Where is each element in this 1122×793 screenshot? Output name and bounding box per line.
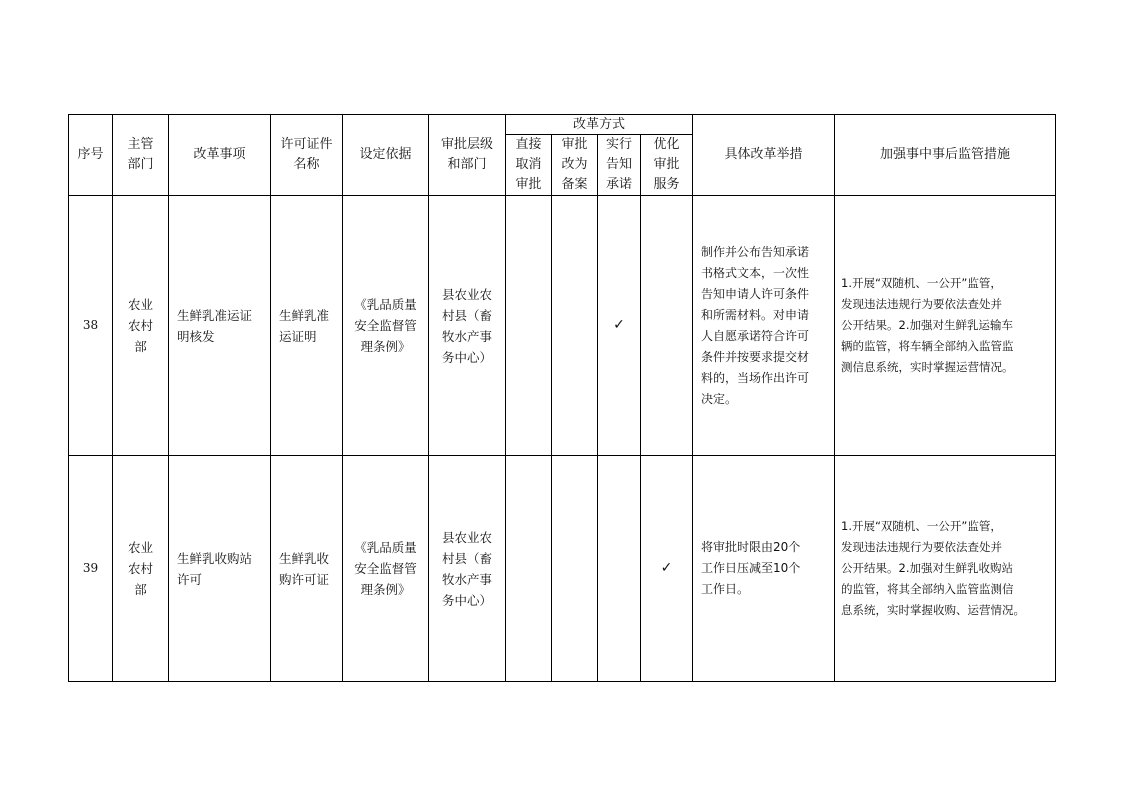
- row-dept: [113, 196, 168, 455]
- row-seq-text: 39: [82, 561, 99, 575]
- header-mode-cancel-text: 直接 取消 审批: [515, 137, 542, 192]
- row-basis-text: 《乳品质量 安全监督管 理条例》: [354, 540, 417, 597]
- row-basis-text: 《乳品质量 安全监督管 理条例》: [354, 297, 417, 354]
- row-measures-text: 制作并公布告知承诺 书格式文本，一次性 告知申请人许可条件 和所需材料。对申请 人自愿承诺符合许可 条件并按要求提交材 料的，当场作出许可 决定。: [701, 244, 810, 406]
- row-license-text: 生鲜乳收 购许可证: [279, 550, 330, 587]
- header-mode-optimize-text: 优化 审批 服务: [653, 137, 680, 192]
- row-level-text: 县农业农 村县（畜 牧水产事 务中心）: [441, 286, 492, 365]
- row-item: [169, 456, 270, 681]
- row-seq: [69, 456, 112, 681]
- header-seq: [69, 115, 112, 195]
- row-seq-text: 38: [82, 318, 99, 332]
- row-item-text: 生鲜乳准运证 明核发: [177, 307, 253, 344]
- row-basis: [343, 196, 428, 455]
- row-item: [169, 196, 270, 455]
- row-license: [271, 456, 342, 681]
- header-measures-text: 具体改革举措: [724, 147, 803, 162]
- row-mode-record: [552, 196, 597, 455]
- header-reform-mode-text: 改革方式: [572, 116, 625, 132]
- row-measures: [693, 196, 834, 455]
- header-mode-record-text: 审批 改为 备案: [561, 137, 588, 192]
- check-icon: ✓: [660, 560, 673, 576]
- header-basis: [343, 115, 428, 195]
- row-supervision-text: 1.开展“双随机、一公开”监管， 发现违法违规行为要依法查处并 公开结果。2.加强对生鲜乳运输车 辆的监管，将车辆全部纳入监管监 测信息系统，实时掌握运营情况。: [841, 276, 1014, 374]
- header-mode-cancel: [506, 135, 551, 195]
- row-license-text: 生鲜乳准 运证明: [279, 307, 330, 344]
- row-dept-text: 农业 农村 部: [127, 540, 153, 597]
- row-dept: [113, 456, 168, 681]
- header-dept-text: 主管 部门: [127, 137, 154, 172]
- row-level: [429, 456, 505, 681]
- header-mode-commit: [598, 135, 640, 195]
- row-measures: [693, 456, 834, 681]
- row-mode-optimize: [641, 456, 692, 681]
- row-item-text: 生鲜乳收购站 许可: [177, 550, 253, 587]
- row-mode-optimize: [641, 196, 692, 455]
- header-seq-text: 序号: [77, 147, 104, 162]
- header-dept: [113, 115, 168, 195]
- row-mode-record: [552, 456, 597, 681]
- row-supervision: [835, 196, 1055, 455]
- header-supervision-text: 加强事中事后监管措施: [879, 147, 1010, 162]
- header-mode-record: [552, 135, 597, 195]
- header-measures: [693, 115, 834, 195]
- header-supervision: [835, 115, 1055, 195]
- row-mode-commit: [598, 196, 640, 455]
- header-level-text: 审批层级 和部门: [440, 137, 493, 172]
- row-mode-cancel: [506, 456, 551, 681]
- row-mode-commit: [598, 456, 640, 681]
- header-level: [429, 115, 505, 195]
- row-seq: [69, 196, 112, 455]
- row-supervision: [835, 456, 1055, 681]
- header-basis-text: 设定依据: [359, 147, 412, 162]
- header-item-text: 改革事项: [193, 147, 246, 162]
- header-license: [271, 115, 342, 195]
- row-basis: [343, 456, 428, 681]
- row-supervision-text: 1.开展“双随机、一公开”监管， 发现违法违规行为要依法查处并 公开结果。2.加强对生鲜乳收购站 的监管，将其全部纳入监管监测信 息系统，实时掌握收购、运营情况。: [841, 519, 1025, 617]
- row-mode-cancel: [506, 196, 551, 455]
- header-item: [169, 115, 270, 195]
- row-license: [271, 196, 342, 455]
- check-icon: ✓: [613, 317, 625, 333]
- row-level-text: 县农业农 村县（畜 牧水产事 务中心）: [441, 529, 492, 608]
- row-measures-text: 将审批时限由20个 工作日压减至10个 工作日。: [701, 540, 801, 596]
- header-mode-optimize: [641, 135, 692, 195]
- header-reform-mode: [506, 115, 692, 134]
- row-level: [429, 196, 505, 455]
- header-mode-commit-text: 实行 告知 承诺: [605, 137, 632, 192]
- row-dept-text: 农业 农村 部: [127, 297, 153, 354]
- header-license-text: 许可证件 名称: [280, 137, 333, 172]
